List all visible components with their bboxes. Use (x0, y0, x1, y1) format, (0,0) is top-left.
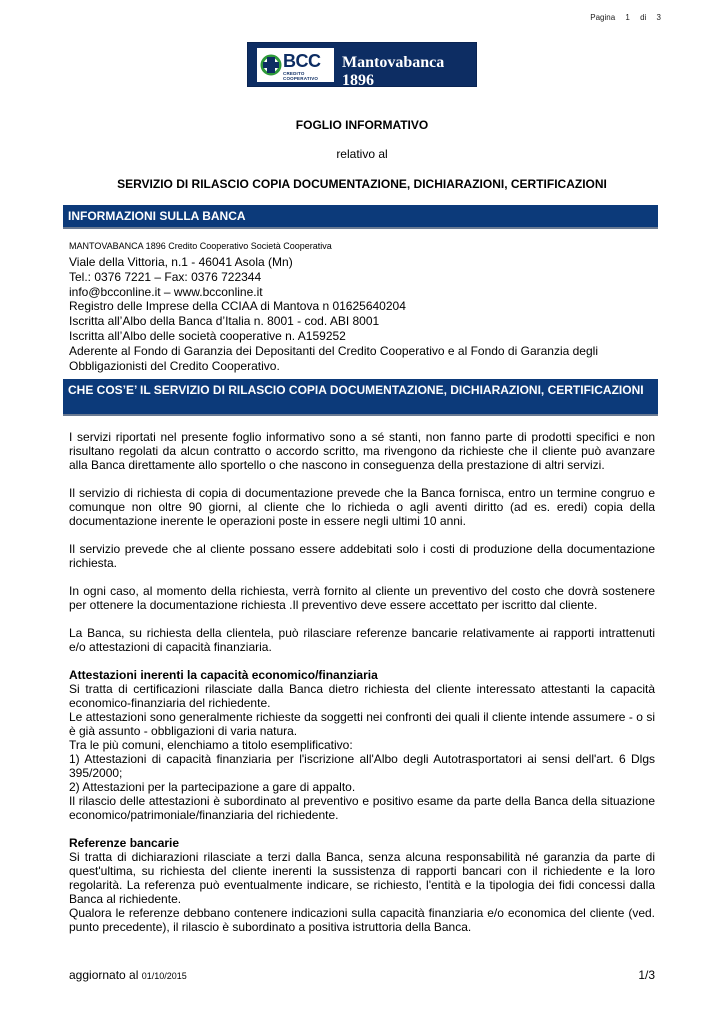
bank-registry: Registro delle Imprese della CCIAA di Mantova n 01625640204 (69, 299, 406, 314)
paragraph-intro: I servizi riportati nel presente foglio informativo sono a sé stanti, non fanno parte di prodotti specifici e non risultano regolati da alcun contratto o accordo scritto, ma rivengono da richieste che il cliente può avanzare alla Banca direttamente allo sportello o che nascono in conseguenza della prestazione di altri servizi. (69, 430, 655, 472)
paragraph-quote: In ogni caso, al momento della richiesta, verrà fornito al cliente un preventivo del costo che dovrà sostenere per ottenere la documentazione richiesta .Il preventivo deve essere accettato per iscritto dal cliente. (69, 584, 655, 612)
logo-mark-box (257, 48, 334, 82)
di-label: di (640, 13, 647, 22)
paragraph-costs: Il servizio prevede che al cliente possano essere addebitati solo i costi di produzione della documentazione richiesta. (69, 542, 655, 570)
page-total: 3 (656, 13, 661, 22)
doc-service-title: SERVIZIO DI RILASCIO COPIA DOCUMENTAZIONE, DICHIARAZIONI, CERTIFICAZIONI (117, 177, 607, 191)
bank-phone-fax: Tel.: 0376 7221 – Fax: 0376 722344 (69, 269, 262, 284)
referenze-condition: Qualora le referenze debbano contenere indicazioni sulla capacità finanziaria e/o economica del cliente (ved. punto precedente), il rilascio è subordinato a positiva istruttoria della Banca. (69, 906, 655, 934)
bank-logo (247, 42, 477, 87)
logo-bcc-text: BCC (283, 51, 321, 71)
bank-address: Viale della Vittoria, n.1 - 46041 Asola (Mn) (69, 255, 293, 269)
page-footer (69, 968, 655, 982)
paragraph-copy-service: Il servizio di richiesta di copia di documentazione prevede che la Banca fornisca, entro un termine congruo e comunque non oltre 90 giorni, al cliente che lo richieda o agli aventi diritto (ad es. eredi) copia della documentazione inerente le operazioni poste in essere negli ultimi 10 anni. (69, 486, 655, 528)
attestazioni-condition: Il rilascio delle attestazioni è subordinato al preventivo e positivo esame da parte della Banca della situazione economico/patrimoniale/finanziaria del richiedente. (69, 794, 655, 822)
referenze-definition: Si tratta di dichiarazioni rilasciate a terzi dalla Banca, senza alcuna responsabilità né garanzia da parte di quest'ultima, su richiesta del cliente inerenti la sussistenza di rapporti bancari con il richiedente e la loro regolarità. La referenza può eventualmente indicare, se richiesto, l'entità e la tipologia dei fidi concessi dalla Banca al richiedente. (69, 850, 655, 906)
pagina-label: Pagina (590, 13, 616, 22)
bank-email-web: info@bcconline.it – www.bcconline.it (69, 284, 263, 299)
doc-title: FOGLIO INFORMATIVO (295, 118, 429, 132)
bank-albo-banca: Iscritta all’Albo della Banca d’Italia n. 8001 - cod. ABI 8001 (69, 314, 380, 329)
subheading-attestazioni: Attestazioni inerenti la capacità economico/finanziaria (69, 668, 378, 682)
bank-info-block (69, 240, 664, 373)
logo-coop-text: CREDITO COOPERATIVO (283, 71, 319, 81)
section-heading-service: CHE COS’E’ IL SERVIZIO DI RILASCIO COPIA DOCUMENTAZIONE, DICHIARAZIONI, CERTIFICAZIONI (63, 379, 658, 416)
page-counter (590, 13, 661, 22)
subheading-referenze: Referenze bancarie (69, 836, 180, 850)
logo-brand-text: Mantovabanca 1896 (342, 54, 445, 89)
bcc-emblem-icon (260, 53, 282, 77)
page-number: 1 (625, 13, 630, 22)
attestazioni-requesters: Le attestazioni sono generalmente richieste da soggetti nei confronti dei quali il cliente intende assumere - o si è già assunto - obbligazioni di varia natura. (69, 710, 655, 738)
bank-name: MANTOVABANCA 1896 Credito Cooperativo Società Cooperativa (69, 241, 332, 251)
footer-page-number: 1/3 (638, 968, 655, 982)
updated-date: 01/10/2015 (141, 971, 187, 981)
service-description (69, 430, 655, 934)
updated-label: aggiornato al (69, 968, 139, 982)
attestazioni-examples-intro: Tra le più comuni, elenchiamo a titolo esemplificativo: (69, 738, 353, 752)
bank-fondo-garanzia: Aderente al Fondo di Garanzia dei Depositanti del Credito Cooperativo e al Fondo di Garanzia degli Obbligazionisti del Credito Cooperativo. (69, 343, 598, 373)
attestazioni-example-2: 2) Attestazioni per la partecipazione a gare di appalto. (69, 780, 356, 794)
attestazioni-definition: Si tratta di certificazioni rilasciate dalla Banca dietro richiesta del cliente interessato attestanti la capacità economico-finanziaria del richiedente. (69, 682, 655, 710)
attestazioni-example-1: 1) Attestazioni di capacità finanziaria per l'iscrizione all'Albo degli Autotrasportatori ai sensi dell'art. 6 Dlgs 395/2000; (69, 752, 655, 780)
bank-albo-coop: Iscritta all’Albo delle società cooperative n. A159252 (69, 328, 346, 343)
paragraph-references: La Banca, su richiesta della clientela, può rilasciare referenze bancarie relativamente ai rapporti intrattenuti e/o attestazioni di capacità finanziaria. (69, 626, 655, 654)
doc-subtitle: relativo al (336, 147, 388, 161)
section-heading-bank-info: INFORMAZIONI SULLA BANCA (63, 205, 658, 229)
